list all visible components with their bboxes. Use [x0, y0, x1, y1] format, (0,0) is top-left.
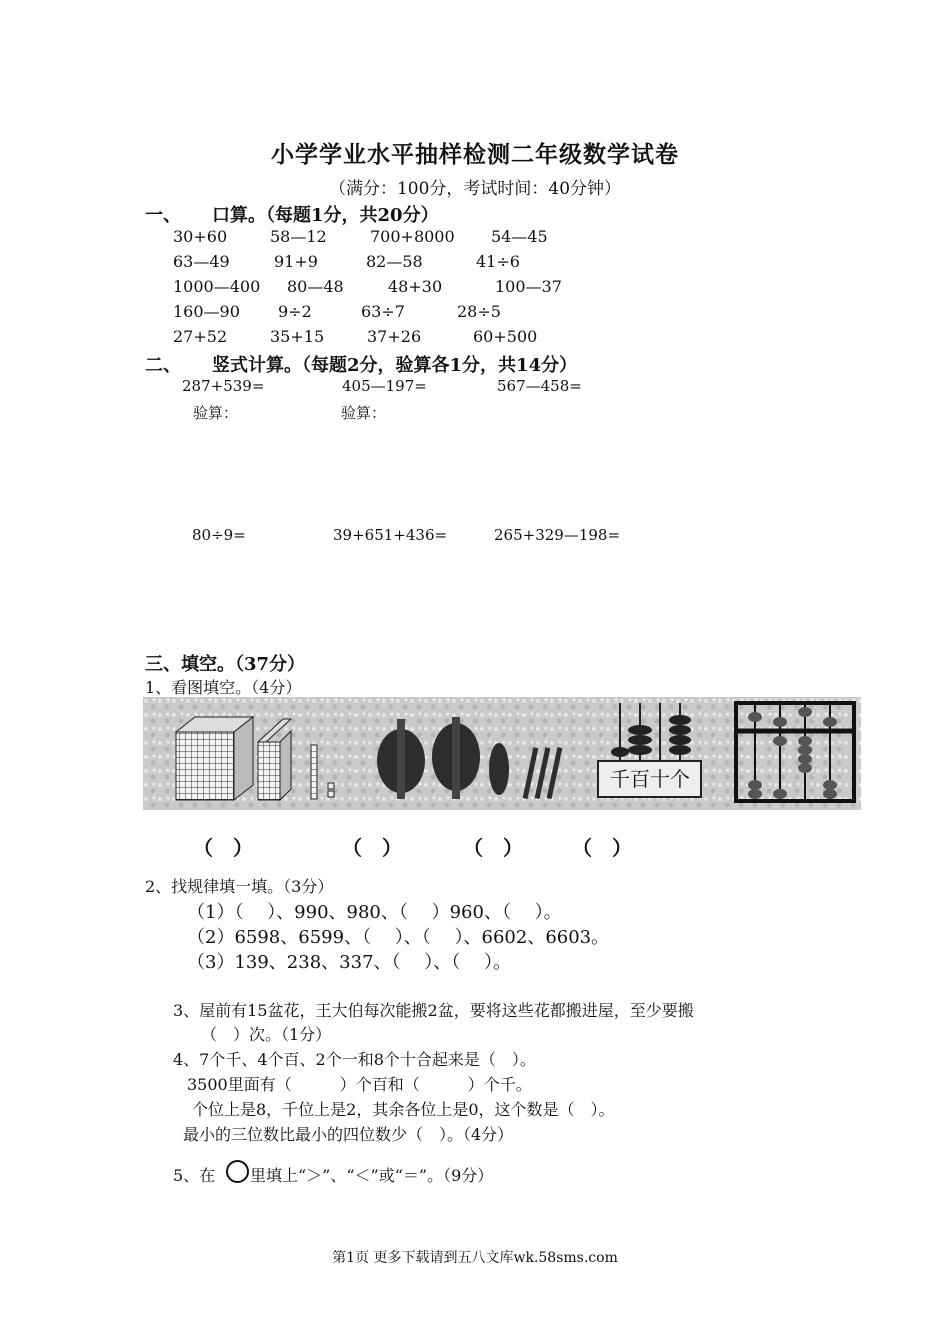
question5-prefix: 5、在 — [173, 1166, 216, 1185]
page-footer: 第1页 更多下载请到五八文库wk.58sms.com — [332, 1250, 618, 1266]
oral-calc-row — [0, 302, 950, 324]
question4-line3: 个位上是8，千位上是2，其余各位上是0，这个数是（ ）。 — [192, 1100, 615, 1119]
oral-calc-item: 60+500 — [473, 327, 538, 346]
oral-calc-item: 58—12 — [270, 227, 327, 246]
thousand-cube-icon — [176, 717, 253, 800]
oral-calc-item: 9÷2 — [278, 302, 312, 321]
section1-number: 一、 — [145, 205, 181, 226]
oral-calc-item: 54—45 — [491, 227, 548, 246]
oral-calc-item: 30+60 — [173, 227, 228, 246]
answer-blank: （ ） — [572, 836, 632, 860]
oral-calc-row — [0, 277, 950, 299]
oral-calc-row — [0, 227, 950, 249]
pattern-item: （1）（ ）、990、980、（ ）960、（ ）。 — [187, 902, 562, 923]
check-label: 验算： — [193, 404, 239, 422]
question5-text: 里填上“＞”、“＜”或“＝”。（9分） — [250, 1166, 494, 1185]
oral-calc-item: 37+26 — [367, 327, 422, 346]
oral-calc-row — [0, 327, 950, 349]
oral-calc-item: 91+9 — [274, 252, 318, 271]
pattern-item: （3）139、238、337、（ ）、（ ）。 — [187, 952, 511, 973]
oral-calc-row — [0, 252, 950, 274]
counting-illustration — [143, 697, 861, 810]
question1-label: 1、看图填空。（4分） — [145, 678, 302, 697]
oral-calc-item: 160—90 — [173, 302, 240, 321]
section3-heading: 三、填空。（37分） — [145, 654, 306, 675]
vertical-calc-item: 39+651+436= — [333, 526, 448, 544]
answer-blank: （ ） — [193, 836, 253, 860]
oral-calc-item: 28÷5 — [457, 302, 501, 321]
vertical-calc-item: 265+329—198= — [494, 526, 621, 544]
question4-text: 4、7个千、4个百、2个一和8个十合起来是（ ）。 — [173, 1050, 536, 1069]
oral-calc-item: 63—49 — [173, 252, 230, 271]
pattern-item: （2）6598、6599、（ ）、（ ）、6602、6603。 — [187, 927, 610, 948]
oral-calc-item: 41÷6 — [476, 252, 520, 271]
oral-calc-item: 1000—400 — [173, 277, 261, 296]
abacus-place-label: 千百十个 — [610, 767, 690, 791]
check-label: 验算： — [341, 404, 387, 422]
oral-calc-item: 100—37 — [495, 277, 562, 296]
vertical-calc-item: 80÷9= — [192, 526, 246, 544]
oral-calc-item: 80—48 — [287, 277, 344, 296]
section2-heading: 竖式计算。（每题2分，验算各1分，共14分） — [212, 355, 578, 376]
answer-blank: （ ） — [463, 836, 523, 860]
circle-icon — [226, 1160, 249, 1183]
oral-calc-item: 82—58 — [366, 252, 423, 271]
answer-blank: （ ） — [342, 836, 402, 860]
section2-number: 二、 — [145, 355, 181, 376]
question3-text: 3、屋前有15盆花，王大伯每次能搬2盆，要将这些花都搬进屋，至少要搬 — [173, 1001, 694, 1020]
vertical-calc-item: 405—197= — [342, 377, 427, 395]
question4-line4: 最小的三位数比最小的四位数少（ ）。（4分） — [183, 1125, 514, 1144]
question2-label: 2、找规律填一填。（3分） — [145, 877, 334, 896]
vertical-calc-item: 287+539= — [182, 377, 265, 395]
oral-calc-item: 27+52 — [173, 327, 228, 346]
page-subtitle: （满分：100分，考试时间：40分钟） — [328, 179, 622, 199]
oral-calc-item: 35+15 — [270, 327, 325, 346]
question3-text-cont: （ ）次。（1分） — [201, 1025, 332, 1044]
counting-picture — [143, 697, 861, 810]
vertical-calc-item: 567—458= — [497, 377, 582, 395]
question4-line2: 3500里面有（ ）个百和（ ）个千。 — [187, 1075, 532, 1094]
page-title: 小学学业水平抽样检测二年级数学试卷 — [271, 141, 679, 168]
oral-calc-item: 63÷7 — [361, 302, 405, 321]
section1-heading: 口算。（每题1分，共20分） — [212, 205, 439, 226]
oral-calc-item: 700+8000 — [370, 227, 455, 246]
oral-calc-item: 48+30 — [388, 277, 443, 296]
